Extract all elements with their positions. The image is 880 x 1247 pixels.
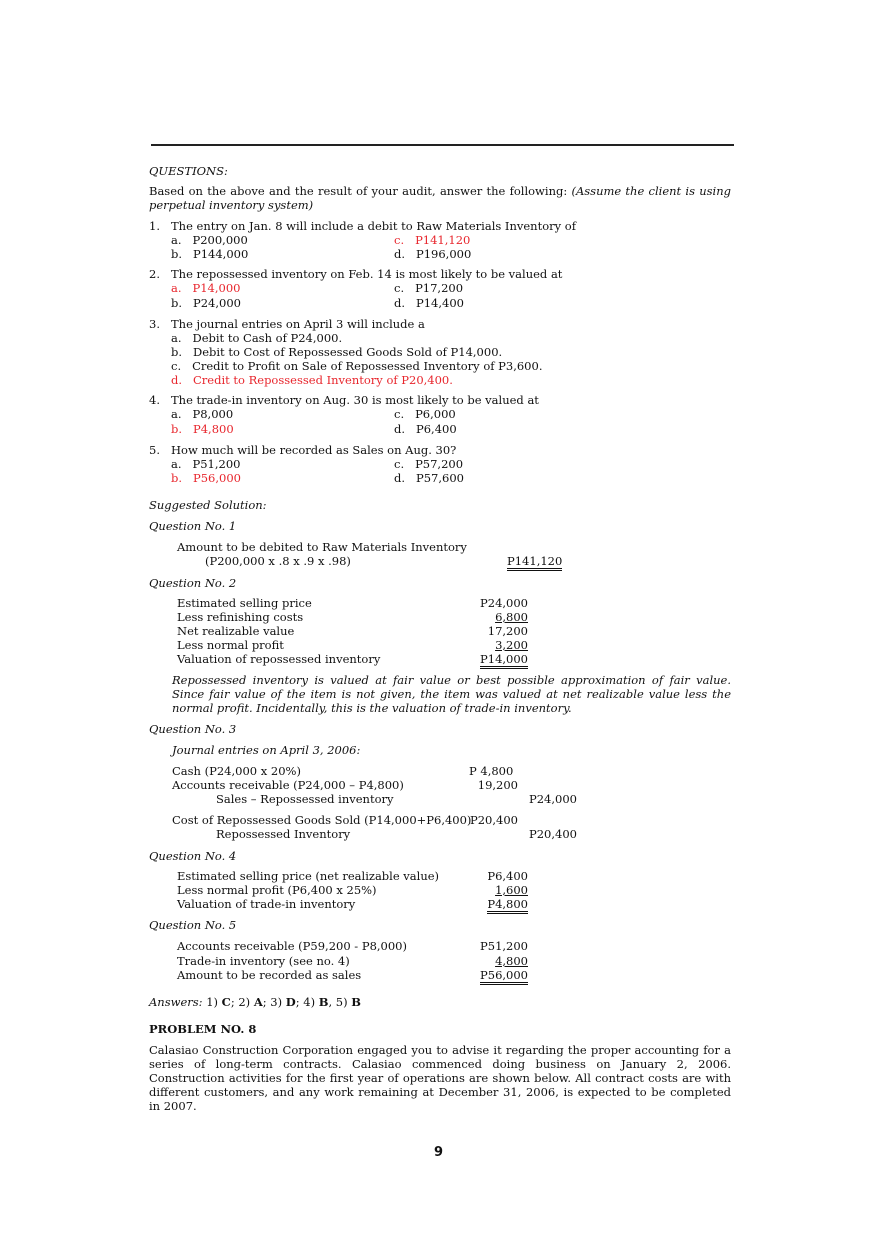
solution-q4-row-desc: Valuation of trade-in inventory (177, 897, 356, 911)
answer-separator: , (328, 995, 336, 1009)
journal-entry-desc: Repossessed Inventory (216, 827, 351, 841)
solution-q5-label: Question No. 5 (149, 918, 237, 932)
question-2-option-d: d. P14,400 (394, 296, 464, 310)
question-4-text: The trade-in inventory on Aug. 30 is most likely to be valued at (171, 393, 539, 407)
journal-entry-desc: Accounts receivable (P24,000 – P4,800) (172, 778, 404, 792)
solution-q2-row-desc: Less normal profit (177, 638, 284, 652)
solution-q2-row-desc: Valuation of repossessed inventory (177, 652, 381, 666)
solution-q1-amount: P141,120 (507, 554, 562, 571)
solution-q5-row-desc: Trade-in inventory (see no. 4) (177, 954, 350, 968)
answer-number: 5) (335, 995, 352, 1009)
solution-q4-label: Question No. 4 (149, 849, 237, 863)
journal-entry-debit: P 4,800 (469, 764, 514, 778)
question-3-option-c: c. Credit to Profit on Sale of Repossessed Inventory of P3,600. (171, 359, 543, 373)
solution-q2-label: Question No. 2 (149, 576, 237, 590)
solution-q2-note: Repossessed inventory is valued at fair value or best possible approximation of fair value. Since fair value of the item is not given, the item was valued at net realizable value less the normal profit. Incidentally, this is the valuation of trade-in inventory. (172, 673, 731, 715)
question-3-option-a: a. Debit to Cash of P24,000. (171, 331, 343, 345)
question-4-number: 4. (149, 393, 160, 407)
answer-value: D (285, 995, 296, 1009)
solution-q1-line1: Amount to be debited to Raw Materials Inventory (177, 540, 467, 554)
answer-value: B (318, 995, 329, 1009)
solution-heading: Suggested Solution: (149, 498, 267, 512)
question-1-option-a: a. P200,000 (171, 233, 248, 247)
question-2-option-b: b. P24,000 (171, 296, 241, 310)
question-4-option-b: b. P4,800 (171, 422, 234, 436)
intro-text: Based on the above and the result of your audit, answer the following: (149, 184, 572, 198)
journal-entry-credit: P24,000 (529, 792, 577, 806)
answer-number: 4) (303, 995, 319, 1009)
journal-entry-debit: 19,200 (477, 778, 518, 792)
answers-label: Answers: (149, 995, 203, 1009)
header-rule (151, 144, 734, 146)
journal-entry-desc: Cash (P24,000 x 20%) (172, 764, 301, 778)
question-2-option-a: a. P14,000 (171, 281, 241, 295)
solution-q1-line2: (P200,000 x .8 x .9 x .98) (205, 554, 351, 568)
problem-heading: PROBLEM NO. 8 (149, 1022, 257, 1036)
answer-number: 3) (270, 995, 286, 1009)
intro-italic: (Assume the client is using perpetual inventory system) (149, 184, 731, 212)
solution-q2-row-amount: P24,000 (480, 596, 528, 610)
question-2-option-c: c. P17,200 (394, 281, 464, 295)
question-5-text: How much will be recorded as Sales on Aug. 30? (171, 443, 457, 457)
answer-separator: ; (230, 995, 239, 1009)
question-1-option-b: b. P144,000 (171, 247, 249, 261)
question-5-option-d: d. P57,600 (394, 471, 464, 485)
intro-paragraph (149, 184, 731, 212)
solution-q2-row-desc: Estimated selling price (177, 596, 312, 610)
solution-q1-label: Question No. 1 (149, 519, 237, 533)
solution-q2-row-amount: 6,800 (495, 610, 528, 624)
question-1-text: The entry on Jan. 8 will include a debit to Raw Materials Inventory of (171, 219, 576, 233)
solution-q4-row-amount: 1,600 (495, 883, 528, 897)
solution-q2-row-amount: 3,200 (495, 638, 528, 652)
question-4-option-c: c. P6,000 (394, 407, 456, 421)
journal-entry-desc: Cost of Repossessed Goods Sold (P14,000+P6,400) (172, 813, 472, 827)
question-4-option-d: d. P6,400 (394, 422, 457, 436)
answer-value: C (221, 995, 231, 1009)
solution-q5-row-desc: Amount to be recorded as sales (177, 968, 362, 982)
answer-value: B (351, 995, 361, 1009)
solution-q4-row-amount: P6,400 (487, 869, 528, 883)
answers-line (149, 995, 361, 1009)
question-2-text: The repossessed inventory on Feb. 14 is most likely to be valued at (171, 267, 563, 281)
question-5-option-a: a. P51,200 (171, 457, 241, 471)
solution-q5-row-amount: P56,000 (480, 968, 528, 985)
answer-number: 1) (202, 995, 222, 1009)
question-1-option-d: d. P196,000 (394, 247, 472, 261)
solution-q5-row-amount: 4,800 (495, 954, 528, 968)
journal-entry-debit: P20,400 (470, 813, 518, 827)
question-1-option-c: c. P141,120 (394, 233, 471, 247)
question-4-option-a: a. P8,000 (171, 407, 234, 421)
question-3-option-d: d. Credit to Repossessed Inventory of P20,400. (171, 373, 453, 387)
answer-separator: ; (262, 995, 271, 1009)
question-1-number: 1. (149, 219, 160, 233)
question-5-option-c: c. P57,200 (394, 457, 464, 471)
journal-entry-desc: Sales – Repossessed inventory (216, 792, 394, 806)
solution-q2-row-desc: Less refinishing costs (177, 610, 304, 624)
journal-entry-credit: P20,400 (529, 827, 577, 841)
solution-q2-row-amount: P14,000 (480, 652, 528, 669)
solution-q5-row-desc: Accounts receivable (P59,200 - P8,000) (177, 939, 407, 953)
question-2-number: 2. (149, 267, 160, 281)
question-3-number: 3. (149, 317, 160, 331)
solution-q3-subheading: Journal entries on April 3, 2006: (172, 743, 361, 757)
solution-q4-row-desc: Estimated selling price (net realizable value) (177, 869, 440, 883)
solution-q4-row-amount: P4,800 (487, 897, 528, 914)
question-5-number: 5. (149, 443, 160, 457)
page-number: 9 (434, 1145, 444, 1160)
solution-q4-row-desc: Less normal profit (P6,400 x 25%) (177, 883, 377, 897)
problem-paragraph: Calasiao Construction Corporation engaged you to advise it regarding the proper accounting for a series of long-term contracts. Calasiao commenced doing business on January 2, 2006. Construction activities for the first year of operations are shown below. All contract costs are with different customers, and any work remaining at December 31, 2006, is expected to be completed in 2007. (149, 1043, 731, 1113)
answer-number: 2) (238, 995, 254, 1009)
questions-heading: QUESTIONS: (149, 164, 228, 178)
solution-q3-label: Question No. 3 (149, 722, 237, 736)
question-3-text: The journal entries on April 3 will include a (171, 317, 425, 331)
answer-separator: ; (295, 995, 304, 1009)
solution-q2-row-amount: 17,200 (487, 624, 528, 638)
solution-q2-row-desc: Net realizable value (177, 624, 295, 638)
question-3-option-b: b. Debit to Cost of Repossessed Goods Sold of P14,000. (171, 345, 503, 359)
question-5-option-b: b. P56,000 (171, 471, 241, 485)
answer-value: A (253, 995, 263, 1009)
solution-q5-row-amount: P51,200 (480, 939, 528, 953)
